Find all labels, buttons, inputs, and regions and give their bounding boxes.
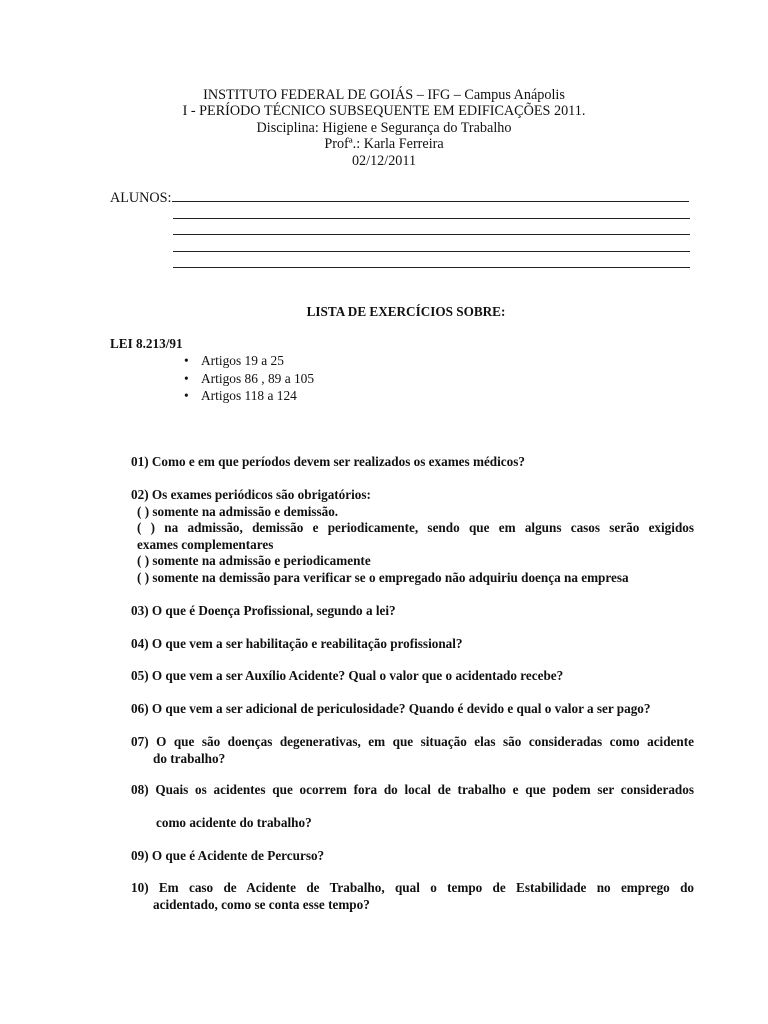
option-dismissal-only: ( ) somente na demissão para verificar se o empregado não adquiriu doença na empresa bbox=[137, 569, 629, 585]
teacher-line: Profª.: Karla Ferreira bbox=[324, 136, 444, 153]
bullet-icon: • bbox=[184, 388, 189, 403]
question-08-line2: como acidente do trabalho? bbox=[156, 815, 312, 830]
bullet-icon: • bbox=[184, 370, 189, 386]
question-04: 04) O que vem a ser habilitação e reabilitação profissional? bbox=[131, 636, 463, 651]
option-periodic-complementary-cont: exames complementares bbox=[137, 536, 274, 552]
question-06: 06) O que vem a ser adicional de periculosidade? Quando é devido e qual o valor a ser pago? bbox=[131, 701, 651, 716]
question-10-line2: acidentado, como se conta esse tempo? bbox=[153, 896, 370, 912]
student-name-line bbox=[173, 207, 690, 219]
question-10-line1: 10) Em caso de Acidente de Trabalho, qual o tempo de Estabilidade no emprego do bbox=[131, 880, 694, 895]
student-name-line bbox=[173, 256, 690, 268]
document-header bbox=[0, 87, 768, 169]
discipline-line: Disciplina: Higiene e Segurança do Trabalho bbox=[256, 119, 512, 136]
question-02 bbox=[131, 487, 694, 587]
question-07-line2: do trabalho? bbox=[153, 750, 226, 766]
question-10 bbox=[131, 880, 694, 913]
student-name-line bbox=[173, 223, 690, 235]
institution-line: INSTITUTO FEDERAL DE GOIÁS – IFG – Campus Anápolis bbox=[203, 87, 565, 103]
law-title: LEI 8.213/91 bbox=[110, 336, 183, 351]
course-line: I - PERÍODO TÉCNICO SUBSEQUENTE EM EDIFICAÇÕES 2011. bbox=[182, 103, 586, 120]
question-07-line1: 07) O que são doenças degenerativas, em que situação elas são consideradas como acidente bbox=[131, 734, 694, 749]
students-label: ALUNOS: bbox=[110, 190, 172, 206]
list-item: • Artigos 86 , 89 a 105 bbox=[184, 370, 315, 386]
question-07 bbox=[131, 734, 694, 767]
question-01: 01) Como e em que períodos devem ser realizados os exames médicos? bbox=[131, 454, 525, 469]
list-item: • Artigos 19 a 25 bbox=[184, 353, 284, 368]
student-name-line bbox=[172, 190, 689, 202]
articles-list bbox=[184, 352, 314, 405]
option-admission-periodic: ( ) somente na admissão e periodicamente bbox=[137, 553, 371, 569]
question-08 bbox=[131, 782, 694, 799]
question-09: 09) O que é Acidente de Percurso? bbox=[131, 848, 325, 863]
list-title: LISTA DE EXERCÍCIOS SOBRE: bbox=[306, 304, 506, 319]
question-03: 03) O que é Doença Profissional, segundo a lei? bbox=[131, 603, 396, 618]
question-02-stem: 02) Os exames periódicos são obrigatórios: bbox=[131, 487, 371, 502]
question-05: 05) O que vem a ser Auxílio Acidente? Qual o valor que o acidentado recebe? bbox=[131, 668, 564, 683]
student-name-line bbox=[173, 240, 690, 252]
question-08-line1: 08) Quais os acidentes que ocorrem fora do local de trabalho e que podem ser considerados bbox=[131, 782, 694, 797]
option-periodic-complementary: ( ) na admissão, demissão e periodicamente, sendo que em alguns casos serão exigidos bbox=[137, 520, 694, 536]
date-line: 02/12/2011 bbox=[351, 152, 417, 169]
list-item: • Artigos 118 a 124 bbox=[184, 388, 297, 403]
option-admission-dismissal: ( ) somente na admissão e demissão. bbox=[137, 503, 339, 519]
students-block bbox=[110, 190, 700, 273]
bullet-icon: • bbox=[184, 353, 189, 368]
